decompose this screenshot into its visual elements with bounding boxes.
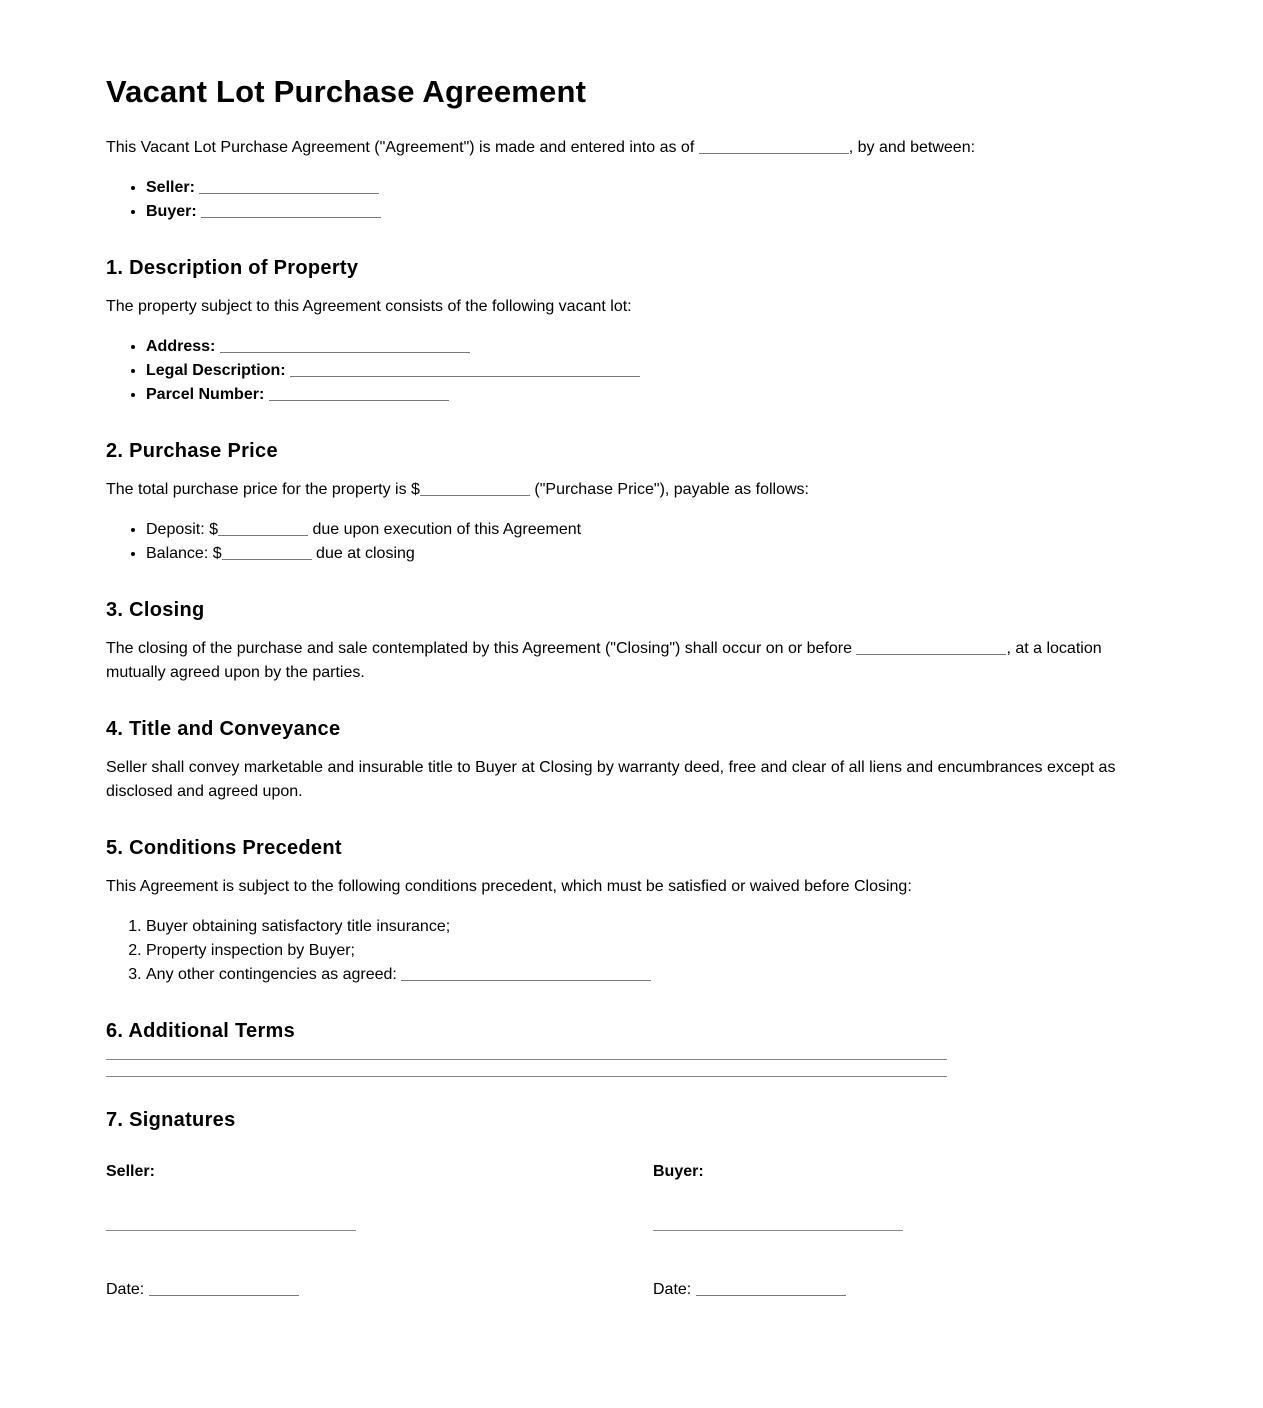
list-item: • Seller:	[146, 176, 381, 200]
section-heading: 1. Description of Property	[106, 257, 359, 279]
section-text: Seller shall convey marketable and insurable title to Buyer at Closing by warranty deed, free and clear of all liens and encumbrances except as disclosed and agreed upon.	[106, 759, 1116, 800]
section-text: The property subject to this Agreement consists of the following vacant lot:	[106, 298, 632, 315]
seller-date: Date:	[106, 1281, 299, 1299]
buyer-signature-label: Buyer:	[653, 1163, 704, 1180]
additional-terms-line-2[interactable]	[106, 1076, 947, 1077]
contingencies-blank[interactable]	[401, 966, 651, 981]
seller-date-blank[interactable]	[149, 1281, 299, 1296]
parties-list	[106, 176, 381, 224]
list-item: 2. Property inspection by Buyer;	[146, 939, 651, 963]
list-item: 1. Buyer obtaining satisfactory title insurance;	[146, 915, 651, 939]
agreement-date-blank[interactable]	[699, 139, 849, 154]
seller-signature-label: Seller:	[106, 1163, 155, 1180]
list-item: • Buyer:	[146, 200, 381, 224]
seller-signature-line[interactable]	[106, 1230, 356, 1231]
balance-blank[interactable]	[222, 545, 312, 560]
buyer-signature-line[interactable]	[653, 1230, 903, 1231]
section-heading: 2. Purchase Price	[106, 440, 278, 462]
payment-list	[106, 518, 581, 566]
parcel-number-blank[interactable]	[269, 386, 449, 401]
section-heading: 5. Conditions Precedent	[106, 837, 342, 859]
additional-terms-line-1[interactable]	[106, 1059, 947, 1060]
section-text: The closing of the purchase and sale contemplated by this Agreement ("Closing") shall occur on or before , at a location mutually agreed upon by the parties.	[106, 640, 1102, 681]
section-heading: 7. Signatures	[106, 1109, 236, 1131]
buyer-name-blank[interactable]	[201, 203, 381, 218]
conditions-list	[106, 915, 651, 987]
list-item: • Legal Description:	[146, 359, 640, 383]
property-list	[106, 335, 640, 407]
seller-name-blank[interactable]	[199, 179, 379, 194]
section-heading: 4. Title and Conveyance	[106, 718, 341, 740]
section-text: The total purchase price for the property is $ ("Purchase Price"), payable as follows:	[106, 481, 809, 498]
deposit-blank[interactable]	[218, 521, 308, 536]
buyer-date-blank[interactable]	[696, 1281, 846, 1296]
purchase-price-blank[interactable]	[420, 481, 530, 496]
intro-paragraph: This Vacant Lot Purchase Agreement ("Agreement") is made and entered into as of , by and between:	[106, 139, 976, 156]
address-blank[interactable]	[220, 338, 470, 353]
list-item: • Balance: $ due at closing	[146, 542, 581, 566]
list-item: 3. Any other contingencies as agreed:	[146, 963, 651, 987]
section-heading: 6. Additional Terms	[106, 1020, 296, 1042]
section-heading: 3. Closing	[106, 599, 205, 621]
legal-description-blank[interactable]	[290, 362, 640, 377]
buyer-date: Date:	[653, 1281, 846, 1299]
list-item: • Deposit: $ due upon execution of this Agreement	[146, 518, 581, 542]
document-title: Vacant Lot Purchase Agreement	[106, 74, 587, 109]
section-text: This Agreement is subject to the following conditions precedent, which must be satisfied or waived before Closing:	[106, 878, 912, 895]
closing-date-blank[interactable]	[856, 640, 1006, 655]
list-item: • Address:	[146, 335, 640, 359]
list-item: • Parcel Number:	[146, 383, 640, 407]
